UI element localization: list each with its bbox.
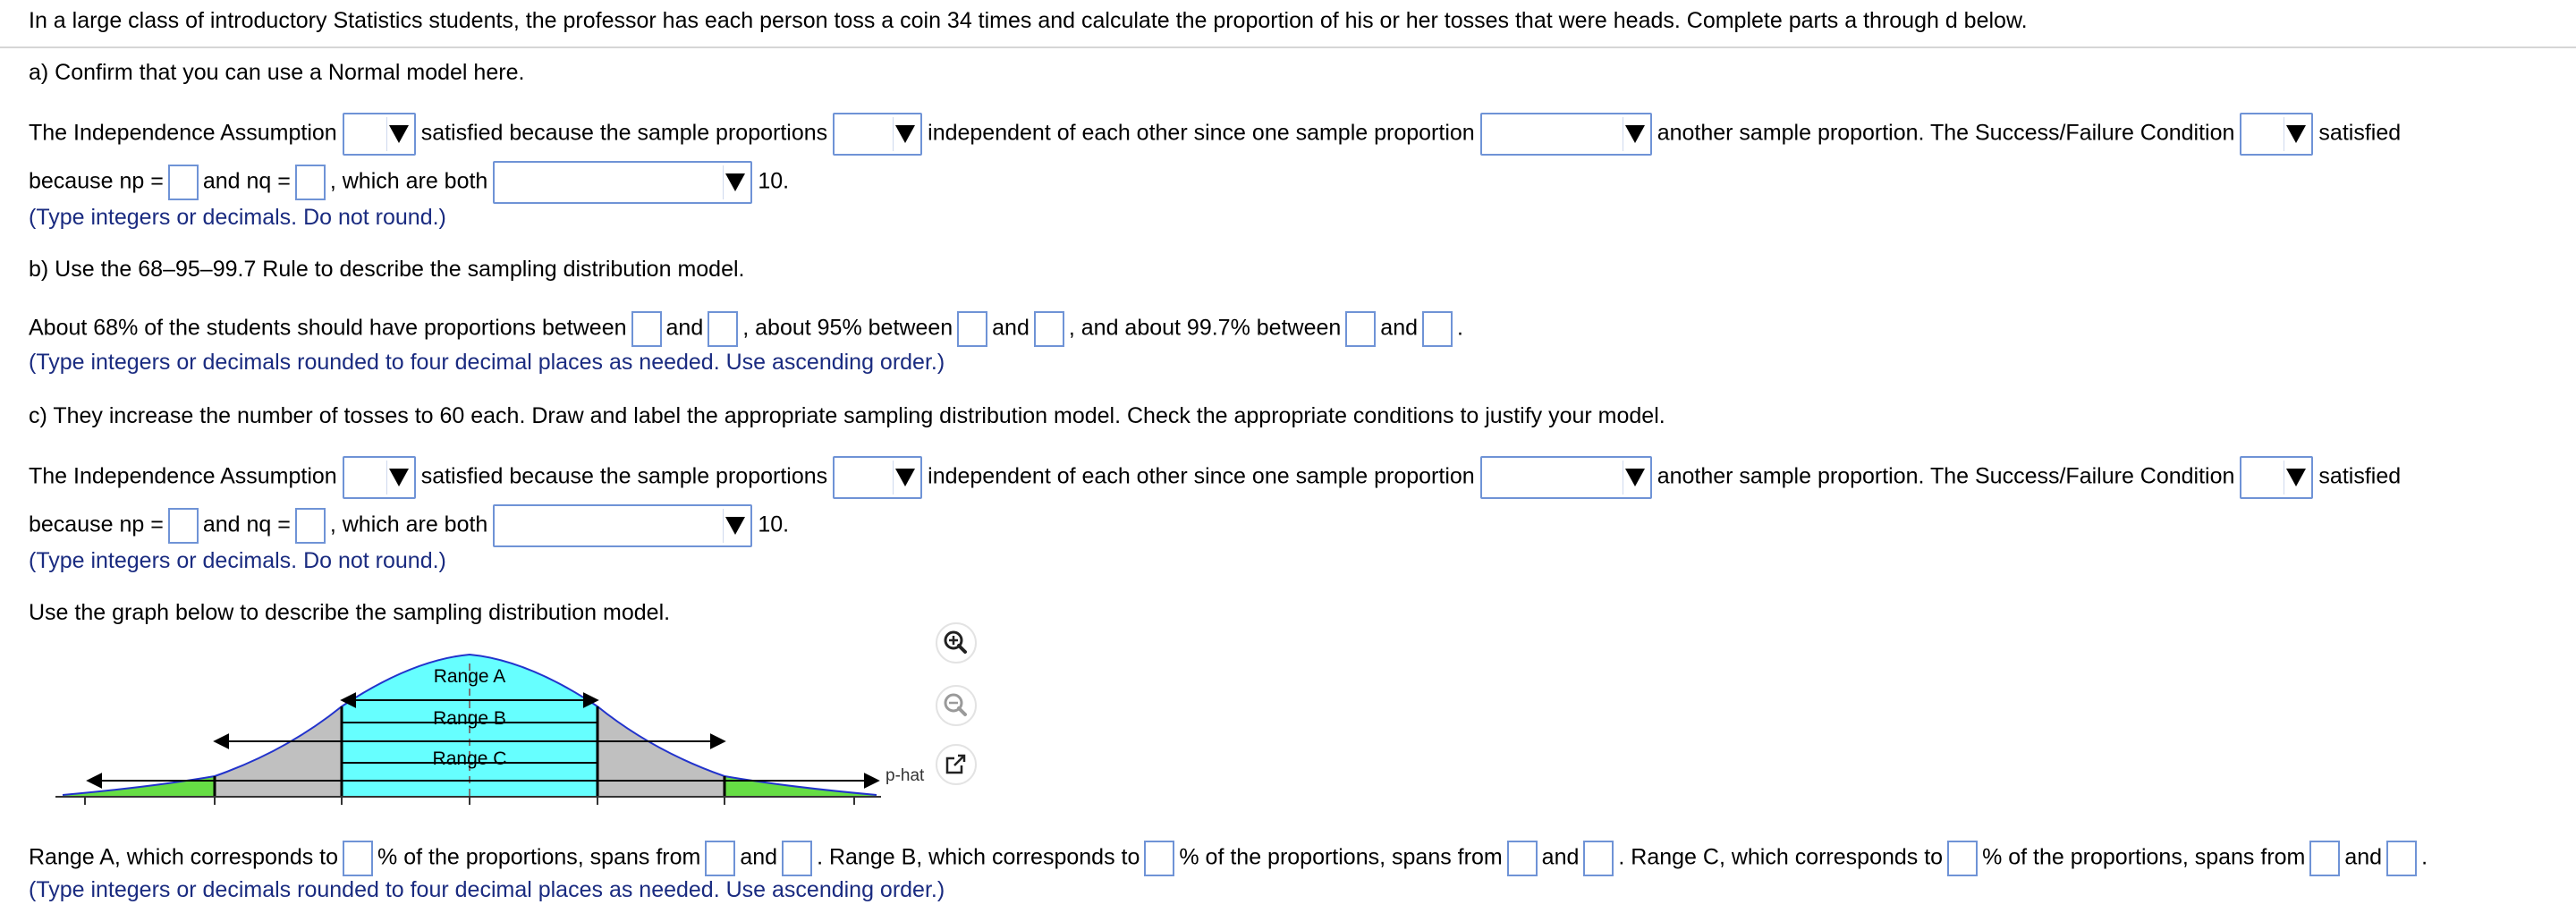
part-a-np-row — [29, 161, 789, 204]
text: satisfied because the sample proportions — [420, 120, 828, 146]
text: % of the proportions, spans from — [377, 844, 701, 870]
nq-input-c[interactable] — [295, 508, 326, 544]
dropdown-caret-icon — [1625, 469, 1645, 486]
zoom-out-button[interactable] — [936, 685, 977, 726]
comparison-select[interactable] — [493, 161, 752, 204]
text: another sample proportion. The Success/Failure Condition — [1657, 463, 2235, 489]
problem-intro: In a large class of introductory Statistics students, the professor has each person toss a coin 34 times and calculate the proportion of his or her tosses that were heads. Complete parts a through d below. — [29, 8, 2028, 33]
zoom-in-button[interactable] — [936, 622, 977, 664]
text: because np = — [29, 511, 164, 537]
text: , and about 99.7% between — [1068, 315, 1342, 341]
text: and — [1380, 315, 1419, 341]
text: and — [2344, 844, 2383, 870]
part-b-hint: (Type integers or decimals rounded to four decimal places as needed. Use ascending order.) — [29, 350, 945, 375]
dropdown-caret-icon — [1625, 125, 1645, 143]
dropdown-caret-icon — [2286, 469, 2306, 486]
text: , which are both — [329, 168, 488, 194]
proportions-independent-select-c[interactable] — [833, 456, 922, 499]
text: independent of each other since one sample proportion — [928, 120, 1475, 146]
np-input[interactable] — [168, 165, 199, 200]
text: The Independence Assumption — [29, 120, 337, 146]
range-b-percent-input[interactable] — [1144, 841, 1174, 876]
part-c-np-row — [29, 504, 789, 547]
text: About 68% of the students should have proportions between — [29, 315, 627, 341]
text: and — [1541, 844, 1580, 870]
text: . Range C, which corresponds to — [1618, 844, 1944, 870]
range68-high-input[interactable] — [708, 311, 738, 347]
text: satisfied because the sample proportions — [420, 463, 828, 489]
text: and nq = — [202, 511, 291, 537]
text: 10. — [758, 168, 790, 194]
part-c-independence-row — [29, 456, 2401, 499]
text: and — [740, 844, 778, 870]
text: . — [2421, 844, 2428, 870]
range-a-low-input[interactable] — [705, 841, 735, 876]
divider — [0, 46, 2576, 48]
range95-high-input[interactable] — [1034, 311, 1064, 347]
dropdown-caret-icon — [895, 469, 915, 486]
influence-select[interactable] — [1480, 113, 1652, 156]
ranges-hint: (Type integers or decimals rounded to four decimal places as needed. Use ascending order.) — [29, 877, 945, 902]
range997-low-input[interactable] — [1345, 311, 1376, 347]
text: , which are both — [329, 511, 488, 537]
text: , about 95% between — [742, 315, 953, 341]
dropdown-caret-icon — [895, 125, 915, 143]
popout-icon — [937, 746, 975, 783]
range997-high-input[interactable] — [1422, 311, 1453, 347]
range-b-label: Range B — [433, 708, 506, 729]
text: and — [665, 315, 704, 341]
comparison-select-c[interactable] — [493, 504, 752, 547]
zoom-out-icon — [937, 687, 975, 724]
nq-input[interactable] — [295, 165, 326, 200]
popout-button[interactable] — [936, 744, 977, 785]
success-failure-select[interactable] — [2240, 113, 2313, 156]
independence-assumption-select-c[interactable] — [343, 456, 416, 499]
independence-assumption-select[interactable] — [343, 113, 416, 156]
np-input-c[interactable] — [168, 508, 199, 544]
text: another sample proportion. The Success/Failure Condition — [1657, 120, 2235, 146]
part-a-independence-row — [29, 113, 2401, 156]
text: and nq = — [202, 168, 291, 194]
dropdown-caret-icon — [2286, 125, 2306, 143]
sampling-distribution-graph[interactable] — [0, 617, 1002, 832]
ranges-row — [29, 841, 2428, 876]
part-a-hint: (Type integers or decimals. Do not round.) — [29, 205, 446, 230]
part-b-heading: b) Use the 68–95–99.7 Rule to describe the sampling distribution model. — [29, 257, 745, 282]
range95-low-input[interactable] — [957, 311, 987, 347]
range-b-low-input[interactable] — [1507, 841, 1538, 876]
dropdown-caret-icon — [389, 125, 409, 143]
text: % of the proportions, spans from — [1179, 844, 1503, 870]
part-a-heading: a) Confirm that you can use a Normal model here. — [29, 60, 525, 85]
proportions-independent-select[interactable] — [833, 113, 922, 156]
text: 10. — [758, 511, 790, 537]
text: satisfied — [2318, 463, 2402, 489]
range68-low-input[interactable] — [631, 311, 662, 347]
text: and — [992, 315, 1030, 341]
success-failure-select-c[interactable] — [2240, 456, 2313, 499]
text: independent of each other since one sample proportion — [928, 463, 1475, 489]
range-a-label: Range A — [433, 666, 506, 687]
influence-select-c[interactable] — [1480, 456, 1652, 499]
range-c-high-input[interactable] — [2386, 841, 2417, 876]
range-c-percent-input[interactable] — [1947, 841, 1978, 876]
part-b-row — [29, 311, 1463, 347]
range-c-low-input[interactable] — [2309, 841, 2340, 876]
normal-curve-svg — [0, 617, 1002, 832]
dropdown-caret-icon — [389, 469, 409, 486]
zoom-in-icon — [937, 624, 975, 662]
part-c-heading: c) They increase the number of tosses to 60 each. Draw and label the appropriate sampling distribution model. Check the appropriate conditions to justify your model. — [29, 403, 1665, 428]
range-a-high-input[interactable] — [782, 841, 812, 876]
p-hat-axis-label: p-hat — [886, 766, 925, 785]
text: . Range B, which corresponds to — [817, 844, 1140, 870]
text: The Independence Assumption — [29, 463, 337, 489]
range-c-label: Range C — [432, 748, 507, 769]
dropdown-caret-icon — [725, 517, 745, 535]
text: because np = — [29, 168, 164, 194]
text: % of the proportions, spans from — [1982, 844, 2306, 870]
text: satisfied — [2318, 120, 2402, 146]
graph-instruction: Use the graph below to describe the sampling distribution model. — [29, 600, 671, 625]
text: . — [1457, 315, 1463, 341]
text: Range A, which corresponds to — [29, 844, 339, 870]
range-b-high-input[interactable] — [1583, 841, 1614, 876]
range-a-percent-input[interactable] — [343, 841, 373, 876]
part-c-hint: (Type integers or decimals. Do not round.) — [29, 548, 446, 573]
dropdown-caret-icon — [725, 173, 745, 191]
